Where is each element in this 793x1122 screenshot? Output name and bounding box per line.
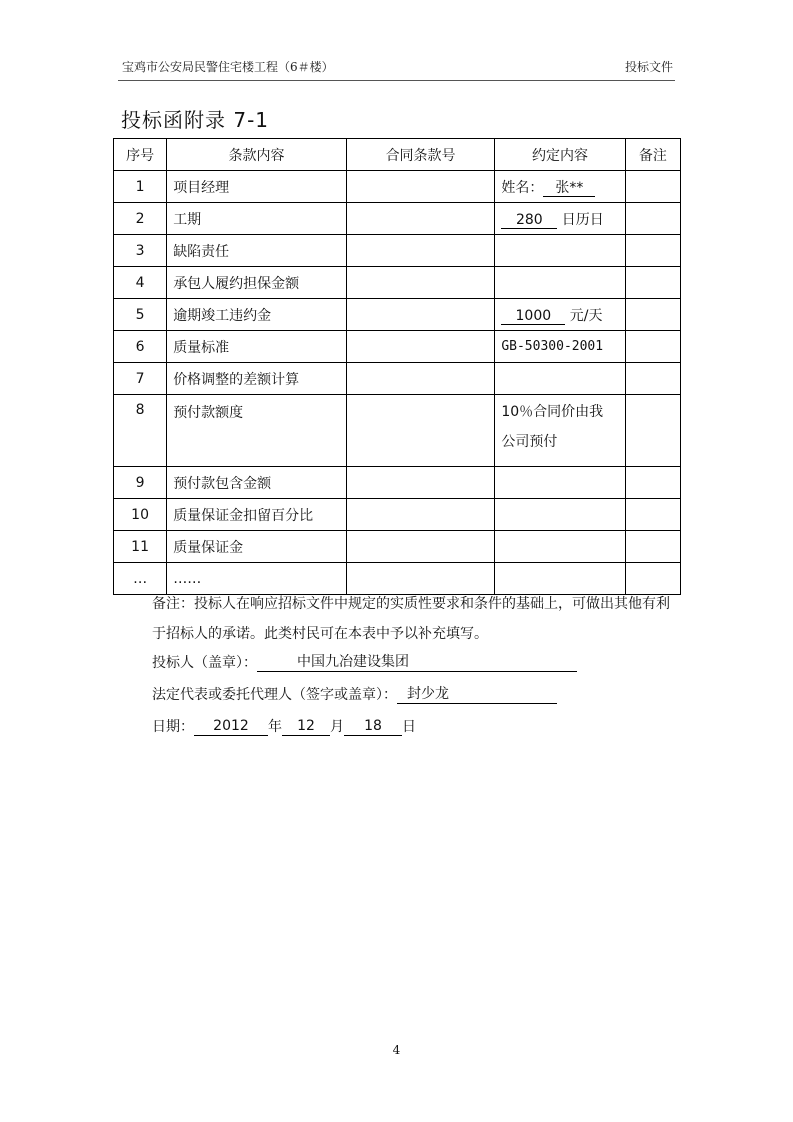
header-project-title: 宝鸡市公安局民警住宅楼工程（6＃楼） [122, 60, 334, 74]
row-remark [625, 531, 680, 563]
row-no: 10 [114, 499, 167, 531]
row-no: 11 [114, 531, 167, 563]
row-no: 5 [114, 299, 167, 331]
header-divider [118, 80, 675, 81]
table-header-row [114, 139, 681, 171]
row-agreed [495, 363, 625, 395]
table-row [114, 499, 681, 531]
date-label: 日期： [152, 719, 194, 735]
col-header-no: 序号 [114, 139, 167, 171]
page-number: 4 [392, 1043, 401, 1057]
agreed-fill: 280 [501, 212, 557, 229]
row-item: 逾期竣工违约金 [167, 299, 347, 331]
agreed-line: 公司预付 [501, 434, 558, 450]
row-remark [625, 203, 680, 235]
row-item: 项目经理 [167, 171, 347, 203]
row-remark [625, 267, 680, 299]
row-agreed [495, 467, 625, 499]
agreed-suffix: 元/天 [569, 307, 603, 324]
date-month: 12 [282, 717, 330, 736]
col-header-item: 条款内容 [167, 139, 347, 171]
date-month-unit: 月 [330, 719, 344, 735]
agreed-fill: 张** [543, 180, 595, 197]
representative-value: 封少龙 [397, 685, 557, 704]
table-row [114, 235, 681, 267]
row-contract-ref [346, 267, 495, 299]
row-contract-ref [346, 499, 495, 531]
remark-note: 备注：投标人在响应招标文件中规定的实质性要求和条件的基础上，可做出其他有利于招标人的承诺。此类村民可在本表中予以补充填写。 [152, 596, 670, 642]
row-contract-ref [346, 331, 495, 363]
row-contract-ref [346, 235, 495, 267]
row-contract-ref [346, 531, 495, 563]
row-item: 价格调整的差额计算 [167, 363, 347, 395]
row-item: 承包人履约担保金额 [167, 267, 347, 299]
row-agreed [495, 299, 625, 331]
date-day: 18 [344, 717, 402, 736]
date-year: 2012 [194, 717, 268, 736]
row-remark [625, 467, 680, 499]
table-row [114, 395, 681, 467]
row-item: 缺陷责任 [167, 235, 347, 267]
row-remark [625, 363, 680, 395]
row-item: 工期 [167, 203, 347, 235]
row-agreed [495, 203, 625, 235]
row-remark [625, 395, 680, 467]
row-contract-ref [346, 467, 495, 499]
row-agreed [495, 395, 625, 467]
row-no: 8 [114, 395, 167, 467]
row-no: 4 [114, 267, 167, 299]
row-remark [625, 331, 680, 363]
row-contract-ref [346, 363, 495, 395]
bidder-line [152, 652, 577, 672]
row-no: 3 [114, 235, 167, 267]
row-item: 预付款额度 [167, 395, 347, 467]
row-contract-ref [346, 171, 495, 203]
row-agreed: GB-50300-2001 [495, 331, 625, 363]
date-line [152, 716, 416, 736]
row-agreed [495, 267, 625, 299]
agreed-line: 10％合同价由我 [501, 404, 604, 420]
row-item: 预付款包含金额 [167, 467, 347, 499]
row-item: …… [167, 563, 347, 595]
row-agreed [495, 499, 625, 531]
row-contract-ref [346, 395, 495, 467]
agreed-suffix: 日历日 [561, 211, 604, 228]
row-agreed [495, 235, 625, 267]
table-row [114, 171, 681, 203]
row-remark [625, 171, 680, 203]
row-no: … [114, 563, 167, 595]
row-remark [625, 235, 680, 267]
row-no: 6 [114, 331, 167, 363]
col-header-remark: 备注 [625, 139, 680, 171]
bidder-label: 投标人（盖章）： [152, 655, 257, 671]
row-remark [625, 299, 680, 331]
representative-line [152, 684, 557, 704]
appendix-table [113, 138, 681, 595]
table-row [114, 331, 681, 363]
col-header-contract-ref: 合同条款号 [346, 139, 495, 171]
col-header-agreed: 约定内容 [495, 139, 625, 171]
table-row [114, 363, 681, 395]
row-agreed [495, 531, 625, 563]
table-row [114, 299, 681, 331]
row-no: 1 [114, 171, 167, 203]
table-row [114, 467, 681, 499]
row-item: 质量保证金扣留百分比 [167, 499, 347, 531]
row-no: 9 [114, 467, 167, 499]
date-year-unit: 年 [268, 719, 282, 735]
row-contract-ref [346, 299, 495, 331]
table-row [114, 203, 681, 235]
header-doc-type: 投标文件 [624, 60, 673, 74]
representative-label: 法定代表或委托代理人（签字或盖章）： [152, 687, 397, 703]
table-row [114, 531, 681, 563]
agreed-fill: 1000 [501, 308, 565, 325]
bidder-value: 中国九冶建设集团 [257, 653, 577, 672]
agreed-prefix: 姓名： [501, 179, 544, 196]
row-no: 7 [114, 363, 167, 395]
row-contract-ref [346, 203, 495, 235]
page-title: 投标函附录 7-1 [121, 108, 270, 132]
date-day-unit: 日 [402, 719, 416, 735]
row-no: 2 [114, 203, 167, 235]
row-remark [625, 499, 680, 531]
row-item: 质量标准 [167, 331, 347, 363]
row-item: 质量保证金 [167, 531, 347, 563]
table-row [114, 267, 681, 299]
row-agreed [495, 171, 625, 203]
